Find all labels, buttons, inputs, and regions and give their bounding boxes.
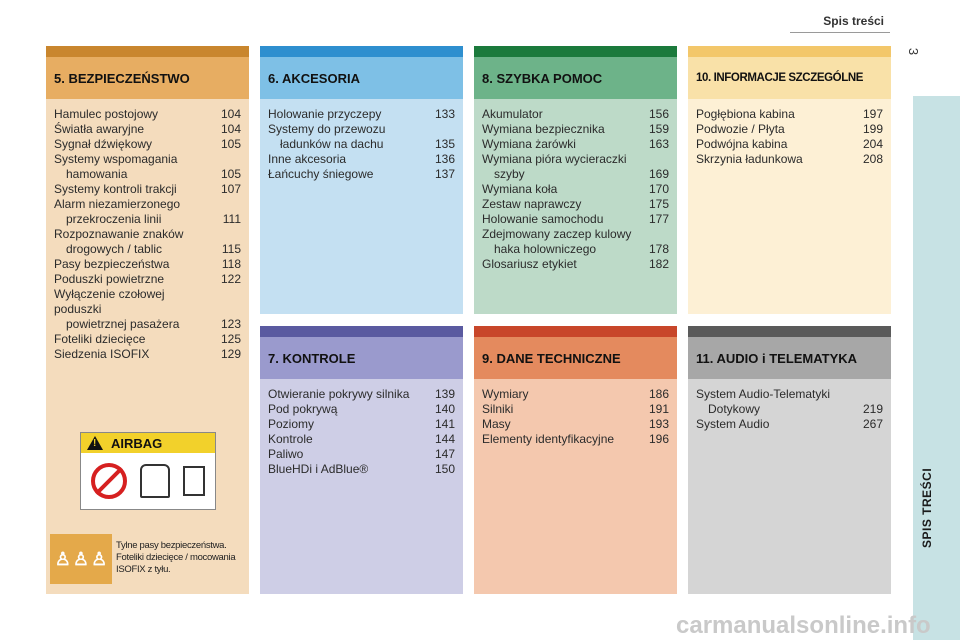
toc-entry-page: 169 — [648, 167, 669, 181]
toc-entry-text: Łańcuchy śniegowe — [268, 167, 374, 181]
toc-entry-text-continued: powietrznej pasażera — [66, 317, 180, 331]
toc-entry[interactable] — [268, 402, 455, 417]
toc-entry-title — [482, 182, 641, 197]
toc-entry-text: Rozpoznawanie znaków — [54, 227, 184, 241]
toc-entry[interactable] — [54, 197, 241, 227]
toc-entry-title — [54, 152, 213, 182]
toc-entry-page: 129 — [220, 347, 241, 361]
toc-entry-page: 104 — [220, 107, 241, 121]
section-akcesoria — [260, 46, 463, 314]
toc-entry-page: 163 — [648, 137, 669, 151]
toc-entry-text: Wymiana bezpiecznika — [482, 122, 605, 136]
section-color-strip — [260, 46, 463, 57]
toc-entry-text: Sygnał dźwiękowy — [54, 137, 153, 151]
toc-entry-text-continued: haka holowniczego — [494, 242, 597, 256]
toc-entry[interactable] — [268, 107, 455, 122]
toc-entry-title — [482, 137, 641, 152]
toc-entry-page: 104 — [220, 122, 241, 136]
toc-entry-text: BlueHDi i AdBlue® — [268, 462, 369, 476]
toc-entry-text: Poduszki powietrzne — [54, 272, 165, 286]
toc-entry[interactable] — [482, 417, 669, 432]
toc-entry-text: Poziomy — [268, 417, 315, 431]
toc-entry-text-continued: szyby — [494, 167, 525, 181]
toc-entry-title — [54, 287, 213, 332]
toc-entry[interactable] — [54, 107, 241, 122]
toc-entry-text: Systemy wspomagania — [54, 152, 178, 166]
toc-entry-title — [482, 107, 641, 122]
section-title[interactable]: 7. KONTROLE — [260, 337, 463, 379]
toc-entry-text-continued: drogowych / tablic — [66, 242, 163, 256]
toc-entry-text: Zestaw naprawczy — [482, 197, 582, 211]
toc-entry-text: Inne akcesoria — [268, 152, 347, 166]
no-rear-facing-seat-icon — [91, 463, 127, 499]
toc-entry-title — [268, 462, 427, 477]
toc-entry-title — [54, 137, 213, 152]
toc-entry-text: System Audio — [696, 417, 770, 431]
toc-entry[interactable] — [54, 152, 241, 182]
toc-entry[interactable] — [696, 122, 883, 137]
toc-entry[interactable] — [268, 462, 455, 477]
toc-entry-title — [482, 212, 641, 227]
section-szybka-pomoc — [474, 46, 677, 314]
warning-icon: ! — [87, 436, 103, 450]
section-body — [260, 379, 463, 477]
toc-entry-title — [482, 122, 641, 137]
toc-entry-page: 204 — [862, 137, 883, 151]
toc-entry-title — [696, 152, 855, 167]
section-body — [474, 379, 677, 447]
section-title[interactable]: 5. BEZPIECZEŃSTWO — [46, 57, 249, 99]
toc-entry[interactable] — [54, 182, 241, 197]
toc-entry-page: 137 — [434, 167, 455, 181]
section-color-strip — [474, 326, 677, 337]
seat-glyph: ♙ — [91, 548, 108, 569]
airbag-seat-icon — [140, 464, 170, 498]
toc-entry[interactable] — [268, 167, 455, 182]
toc-entry-page: 170 — [648, 182, 669, 196]
toc-entry-text: Kontrole — [268, 432, 313, 446]
toc-entry-page: 197 — [862, 107, 883, 121]
toc-entry-text: Pogłębiona kabina — [696, 107, 795, 121]
toc-entry-text: Wymiana pióra wycieraczki — [482, 152, 627, 166]
section-body — [474, 99, 677, 272]
toc-entry-title — [482, 417, 641, 432]
seat-glyph: ♙ — [72, 548, 90, 569]
section-informacje-szczegolne — [688, 46, 891, 314]
isofix-note: Tylne pasy bezpieczeństwa. Foteliki dziecięce / mocowania ISOFIX z tyłu. — [116, 540, 236, 575]
toc-entry-title — [696, 107, 855, 122]
toc-entry[interactable] — [54, 122, 241, 137]
toc-entry-page: 182 — [648, 257, 669, 271]
toc-entry-title — [268, 402, 427, 417]
toc-entry[interactable] — [696, 107, 883, 122]
toc-entry[interactable] — [696, 152, 883, 167]
toc-entry-title — [268, 107, 427, 122]
toc-entry-text: Podwójna kabina — [696, 137, 788, 151]
toc-entry-page: 191 — [648, 402, 669, 416]
toc-entry-text: Holowanie przyczepy — [268, 107, 382, 121]
toc-entry[interactable] — [696, 417, 883, 432]
toc-entry-title — [482, 432, 641, 447]
toc-entry[interactable] — [482, 227, 669, 257]
toc-entry-title — [482, 197, 641, 212]
toc-entry-text: Otwieranie pokrywy silnika — [268, 387, 410, 401]
toc-entry-page: 135 — [434, 137, 455, 151]
toc-entry-text: Pasy bezpieczeństwa — [54, 257, 170, 271]
toc-entry-page: 133 — [434, 107, 455, 121]
toc-entry-page: 111 — [222, 212, 241, 226]
section-color-strip — [688, 46, 891, 57]
section-body — [688, 99, 891, 167]
toc-entry-page: 178 — [648, 242, 669, 256]
page-number: 3 — [906, 47, 922, 56]
seat-glyph: ♙ — [54, 548, 71, 569]
toc-entry-title — [268, 447, 427, 462]
toc-entry[interactable] — [482, 152, 669, 182]
section-title[interactable]: 9. DANE TECHNICZNE — [474, 337, 677, 379]
toc-entry[interactable] — [482, 402, 669, 417]
toc-entry-page: 123 — [220, 317, 241, 331]
toc-entry[interactable] — [482, 257, 669, 272]
toc-entry-title — [54, 272, 213, 287]
toc-entry-title — [482, 152, 641, 182]
toc-entry-page: 267 — [862, 417, 883, 431]
toc-entry[interactable] — [482, 107, 669, 122]
toc-entry-text: Hamulec postojowy — [54, 107, 159, 121]
toc-entry-title — [696, 417, 855, 432]
toc-entry-text: Silniki — [482, 402, 514, 416]
toc-entry[interactable] — [268, 152, 455, 167]
toc-entry-text-continued: ładunków na dachu — [280, 137, 384, 151]
toc-entry-page: 125 — [220, 332, 241, 346]
toc-entry-text: Elementy identyfikacyjne — [482, 432, 615, 446]
toc-entry-page: 141 — [434, 417, 455, 431]
toc-entry-page: 118 — [221, 257, 241, 271]
toc-entry-page: 147 — [434, 447, 455, 461]
toc-entry[interactable] — [268, 432, 455, 447]
watermark: carmanualsonline.info — [676, 612, 931, 639]
toc-entry-page: 177 — [648, 212, 669, 226]
toc-entry-text: System Audio-Telematyki — [696, 387, 831, 401]
section-color-strip — [260, 326, 463, 337]
toc-entry-page: 219 — [862, 402, 883, 416]
section-title[interactable]: 8. SZYBKA POMOC — [474, 57, 677, 99]
toc-entry-text-continued: hamowania — [66, 167, 128, 181]
section-body — [46, 99, 249, 362]
toc-entry-title — [54, 257, 213, 272]
toc-entry-page: 139 — [434, 387, 455, 401]
toc-entry-title — [54, 107, 213, 122]
toc-entry-title — [696, 137, 855, 152]
toc-entry-page: 115 — [221, 242, 241, 256]
toc-entry-page: 193 — [648, 417, 669, 431]
toc-entry[interactable] — [54, 332, 241, 347]
toc-entry[interactable] — [482, 137, 669, 152]
toc-entry-title — [268, 417, 427, 432]
toc-entry-text: Systemy kontroli trakcji — [54, 182, 177, 196]
toc-entry[interactable] — [268, 387, 455, 402]
toc-entry-page: 105 — [220, 167, 241, 181]
toc-entry-text: Wymiana żarówki — [482, 137, 576, 151]
toc-entry-title — [268, 167, 427, 182]
toc-entry[interactable] — [482, 122, 669, 137]
toc-entry-title — [482, 257, 641, 272]
toc-entry[interactable] — [54, 137, 241, 152]
isofix-seats-icon — [50, 534, 112, 584]
section-color-strip — [474, 46, 677, 57]
toc-entry-page: 105 — [220, 137, 241, 151]
toc-entry-title — [54, 347, 213, 362]
airbag-warning-label — [80, 432, 216, 510]
toc-entry-title — [54, 227, 213, 257]
toc-entry-page: 150 — [434, 462, 455, 476]
toc-entry[interactable] — [54, 347, 241, 362]
toc-entry-title — [268, 387, 427, 402]
toc-entry-text: Foteliki dziecięce — [54, 332, 146, 346]
toc-entry-title — [482, 387, 641, 402]
toc-entry[interactable] — [482, 432, 669, 447]
toc-entry[interactable] — [482, 197, 669, 212]
toc-entry-text: Akumulator — [482, 107, 543, 121]
toc-entry[interactable] — [482, 387, 669, 402]
toc-entry-text: Holowanie samochodu — [482, 212, 604, 226]
toc-entry-text: Zdejmowany zaczep kulowy — [482, 227, 632, 241]
airbag-label-header — [81, 433, 215, 453]
toc-entry-text: Pod pokrywą — [268, 402, 338, 416]
toc-entry-text-continued: Dotykowy — [708, 402, 761, 416]
toc-entry-title — [54, 197, 213, 227]
toc-entry[interactable] — [696, 137, 883, 152]
toc-entry-page: 175 — [648, 197, 669, 211]
toc-entry-page: 159 — [648, 122, 669, 136]
toc-entry-text: Podwozie / Płyta — [696, 122, 785, 136]
toc-entry-title — [696, 122, 855, 137]
section-color-strip — [688, 326, 891, 337]
toc-entry-text: Glosariusz etykiet — [482, 257, 577, 271]
section-body — [260, 99, 463, 182]
toc-entry-text: Wymiana koła — [482, 182, 558, 196]
toc-entry-title — [54, 182, 213, 197]
toc-entry[interactable] — [482, 212, 669, 227]
side-tab[interactable] — [913, 96, 960, 640]
toc-entry-title — [268, 152, 427, 167]
section-body — [688, 379, 891, 432]
toc-entry[interactable] — [54, 257, 241, 272]
toc-entry[interactable] — [54, 227, 241, 257]
toc-entry-page: 107 — [220, 182, 241, 196]
toc-entry-text: Światła awaryjne — [54, 122, 145, 136]
toc-entry-page: 186 — [648, 387, 669, 401]
toc-entry[interactable] — [54, 272, 241, 287]
manual-icon — [183, 466, 205, 496]
toc-entry-text: Skrzynia ładunkowa — [696, 152, 803, 166]
toc-entry-page: 156 — [648, 107, 669, 121]
airbag-label-text: AIRBAG — [111, 435, 163, 451]
toc-entry-page: 136 — [434, 152, 455, 166]
toc-entry-text: Masy — [482, 417, 511, 431]
section-title[interactable]: 6. AKCESORIA — [260, 57, 463, 99]
toc-entry-page: 196 — [648, 432, 669, 446]
toc-entry-page: 208 — [862, 152, 883, 166]
toc-entry[interactable] — [54, 287, 241, 332]
toc-entry[interactable] — [482, 182, 669, 197]
toc-entry[interactable] — [268, 447, 455, 462]
toc-entry-title — [482, 227, 641, 257]
toc-entry[interactable] — [268, 122, 455, 152]
toc-entry-text: Wymiary — [482, 387, 529, 401]
toc-entry-title — [54, 122, 213, 137]
section-kontrole — [260, 326, 463, 594]
section-bezpieczenstwo — [46, 46, 249, 594]
toc-entry-page: 199 — [862, 122, 883, 136]
toc-entry-text: Wyłączenie czołowej poduszki — [54, 287, 165, 316]
toc-entry-page: 140 — [434, 402, 455, 416]
toc-entry[interactable] — [696, 387, 883, 417]
toc-entry-text: Paliwo — [268, 447, 304, 461]
toc-entry-page: 144 — [434, 432, 455, 446]
side-tab-label: SPIS TREŚCI — [920, 467, 934, 548]
toc-entry-text: Systemy do przewozu — [268, 122, 386, 136]
section-title[interactable]: 10. INFORMACJE SZCZEGÓLNE — [688, 57, 891, 99]
toc-entry-title — [696, 387, 855, 417]
toc-entry-title — [54, 332, 213, 347]
toc-entry-title — [268, 122, 427, 152]
toc-entry-title — [482, 402, 641, 417]
toc-entry-text: Alarm niezamierzonego — [54, 197, 181, 211]
section-color-strip — [46, 46, 249, 57]
section-dane-techniczne — [474, 326, 677, 594]
header-divider — [790, 32, 890, 33]
toc-entry-title — [268, 432, 427, 447]
page-header-title: Spis treści — [823, 14, 884, 28]
section-audio-telematyka — [688, 326, 891, 594]
toc-entry-text-continued: przekroczenia linii — [66, 212, 162, 226]
toc-entry[interactable] — [268, 417, 455, 432]
airbag-label-icons — [81, 453, 215, 509]
toc-entry-text: Siedzenia ISOFIX — [54, 347, 150, 361]
section-title[interactable]: 11. AUDIO i TELEMATYKA — [688, 337, 891, 379]
toc-entry-page: 122 — [220, 272, 241, 286]
